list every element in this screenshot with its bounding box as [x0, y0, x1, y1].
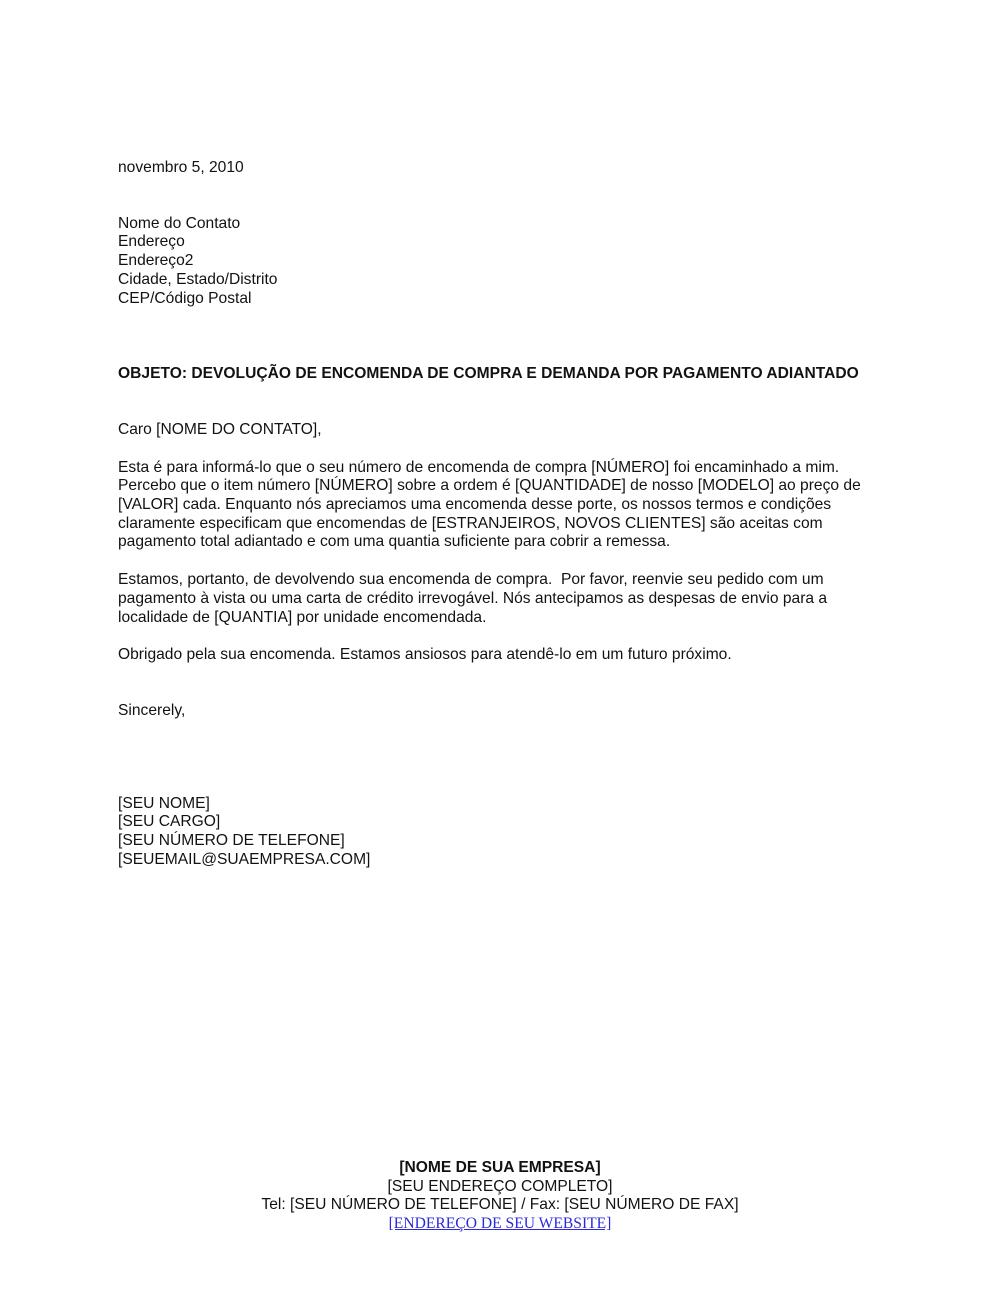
body-paragraph-1: Esta é para informá-lo que o seu número de encomenda de compra [NÚMERO] foi encaminhado a mim. Percebo que o item número [NÚMERO] sobre a ordem é [QUANTIDADE] de nosso [MODELO] ao preço de [VALOR] cada. Enquanto nós apreciamos uma encomenda desse porte, os nossos termos e condições claramente especificam que encomendas de [ESTRANJEIROS, NOVOS CLIENTES] são aceitas com pagamento total adiantado e com uma quantia suficiente para cobrir a remessa.: [118, 458, 866, 551]
recipient-name: Nome do Contato: [118, 214, 241, 232]
recipient-address-block: [118, 215, 884, 309]
signature-phone: [SEU NÚMERO DE TELEFONE]: [118, 832, 345, 850]
footer-company-address: [SEU ENDEREÇO COMPLETO]: [387, 1177, 613, 1195]
footer-website-line: [0, 1215, 1000, 1234]
footer-company-name: [NOME DE SUA EMPRESA]: [399, 1159, 601, 1176]
signature-block: [118, 795, 884, 870]
closing: Sincerely,: [118, 701, 186, 719]
signature-name: [SEU NOME]: [118, 794, 210, 812]
signature-email: [SEUEMAIL@SUAEMPRESA.COM]: [118, 850, 371, 868]
subject-line: OBJETO: DEVOLUÇÃO DE ENCOMENDA DE COMPRA E DEMANDA POR PAGAMENTO ADIANTADO: [118, 365, 859, 383]
recipient-postal-code: CEP/Código Postal: [118, 289, 252, 307]
greeting: Caro [NOME DO CONTATO],: [118, 420, 322, 438]
recipient-city-state: Cidade, Estado/Distrito: [118, 270, 278, 288]
recipient-address-line2: Endereço2: [118, 252, 194, 270]
company-footer: [0, 1159, 1000, 1234]
signature-title: [SEU CARGO]: [118, 813, 221, 831]
letter-content: [118, 159, 884, 869]
body-paragraph-3: Obrigado pela sua encomenda. Estamos ansiosos para atendê-lo em um futuro próximo.: [118, 646, 732, 664]
recipient-address-line1: Endereço: [118, 233, 185, 251]
body-paragraph-2: Estamos, portanto, de devolvendo sua encomenda de compra. Por favor, reenvie seu pedido com um pagamento à vista ou uma carta de crédito irrevogável. Nós antecipamos as despesas de envio para a localidade de [QUANTIA] por unidade encomendada.: [118, 571, 832, 626]
website-link[interactable]: [ENDEREÇO DE SEU WEBSITE]: [388, 1215, 612, 1233]
letter-date: novembro 5, 2010: [118, 159, 244, 176]
footer-tel-fax: Tel: [SEU NÚMERO DE TELEFONE] / Fax: [SEU NÚMERO DE FAX]: [261, 1196, 739, 1214]
